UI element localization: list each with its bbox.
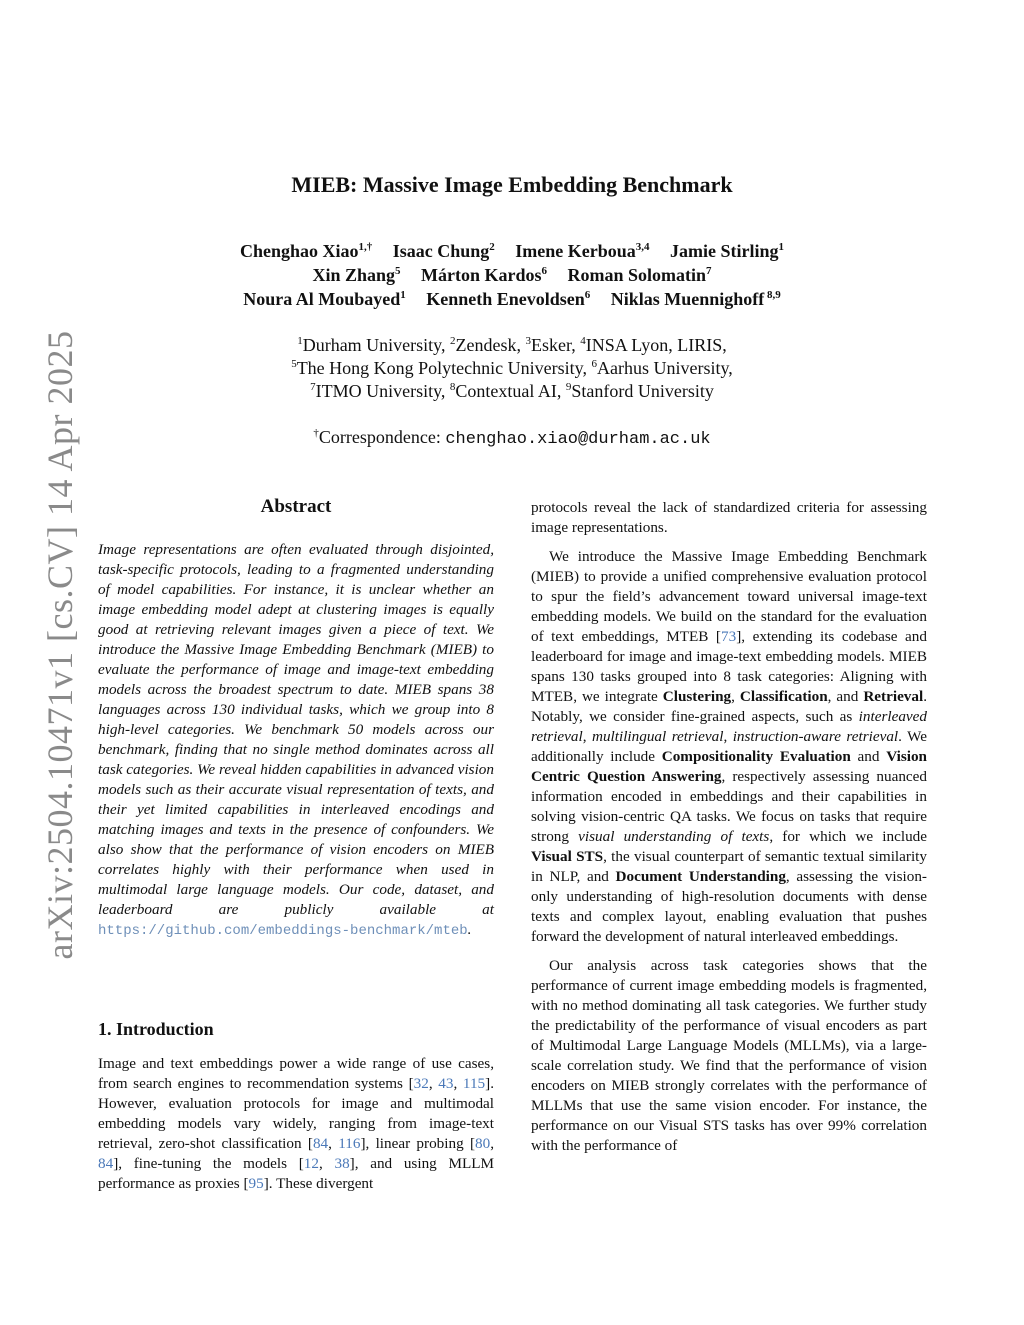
author: Roman Solomatin$^7$ xyxy=(567,265,712,285)
correspondence-email[interactable]: chenghao.xiao@durham.ac.uk xyxy=(445,430,711,449)
citation-link[interactable]: 12 xyxy=(303,1155,319,1172)
paragraph: Our analysis across task categories shows that the performance of current image embedding models is fragmented, with no method dominating all task categories. We further study the predictability of the performance of visual encoders as part of Multimodal Large Language Models (MLLMs), via a large-scale correlation study. We find that the performance of vision encoders on MIEB strongly correlates with the performance of MLLMs that use the same vision encoder. For instance, the performance on our Visual STS tasks has over 99% correlation with the performance of xyxy=(531,957,927,1154)
citation-link[interactable]: 38 xyxy=(334,1155,350,1172)
author: Noura Al Moubayed$^1$ xyxy=(243,289,406,309)
author: Isaac Chung$^2$ xyxy=(392,241,495,261)
author: Jamie Stirling$^1$ xyxy=(670,241,785,261)
author: Chenghao Xiao$^{1,\dagger}$ xyxy=(239,241,373,261)
citation-link[interactable]: 95 xyxy=(248,1175,264,1192)
author: Márton Kardos$^6$ xyxy=(421,265,548,285)
arxiv-identifier: arXiv:2504.10471v1 [cs.CV] 14 Apr 2025 xyxy=(40,330,80,960)
citation-link[interactable]: 73 xyxy=(721,628,737,645)
introduction-heading: 1. Introduction xyxy=(98,1019,214,1039)
abstract-heading: Abstract xyxy=(260,496,332,517)
citation-link[interactable]: 32 xyxy=(413,1075,429,1092)
paragraph: protocols reveal the lack of standardized criteria for assessing image representations. xyxy=(531,499,927,536)
citation-link[interactable]: 84 xyxy=(98,1155,114,1172)
citation-link[interactable]: 43 xyxy=(438,1075,454,1092)
right-column xyxy=(531,498,927,1156)
citation-link[interactable]: 116 xyxy=(338,1135,361,1152)
author: Kenneth Enevoldsen$^6$ xyxy=(426,289,591,309)
paper-title: MIEB: Massive Image Embedding Benchmark xyxy=(291,172,733,197)
author: Xin Zhang$^5$ xyxy=(312,265,401,285)
paragraph: We introduce the Massive Image Embedding Benchmark (MIEB) to provide a unified comprehensive evaluation protocol to spur the field’s advancement toward universal image-text embedding models. We build on the standard for the evaluation of text embeddings, MTEB [73], extending its codebase and leaderboard for image and image-text embedding models. MIEB spans 130 tasks grouped into 8 task categories: Aligning with MTEB, we integrate Clustering, Classification, and Retrieval. Notably, we consider fine-grained aspects, such as interleaved retrieval, multilingual retrieval, instruction-aware retrieval. We additionally include Compositionality Evaluation and Vision Centric Question Answering, respectively assessing nuanced information encoded in embeddings and their capabilities in solving vision-centric QA tasks. We focus on tasks that require strong visual understanding of texts, for which we include Visual STS, the visual counterpart of semantic textual similarity in NLP, and Document Understanding, assessing the vision-only understanding of high-resolution documents with dense texts and complex layout, enabling evaluation that pushes forward the development of natural interleaved embeddings. xyxy=(531,548,928,945)
citation-link[interactable]: 84 xyxy=(312,1135,329,1152)
citation-link[interactable]: 115 xyxy=(462,1075,486,1092)
citation-link[interactable]: 80 xyxy=(475,1135,491,1152)
introduction-body: Image and text embeddings power a wide range of use cases, from search engines to recommendation systems [32, 43, 115]. However, evaluation protocols for image and multimodal embedding models vary widely, ranging from image-text retrieval, zero-shot classification [84, 116], linear probing [80, 84], fine-tuning the models [12, 38], and using MLLM performance as proxies [95]. These divergent xyxy=(98,1055,495,1192)
code-link[interactable]: https://github.com/embeddings-benchmark/mteb xyxy=(98,923,468,939)
correspondence: †Correspondence: chenghao.xiao@durham.ac.uk xyxy=(313,427,711,449)
abstract-body: Image representations are often evaluated through disjointed, task-specific protocols, leading to a fragmented understanding of model capabilities. For instance, it is unclear whether an image embedding model adept at clustering images is equally good at retrieving relevant images given a piece of text. We introduce the Massive Image Embedding Benchmark (MIEB) to evaluate the performance of image and image-text embedding models across the broadest spectrum to date. MIEB spans 38 languages across 130 individual tasks, which we group into 8 high-level categories. We benchmark 50 models across our benchmark, finding that no single method dominates across all task categories. We reveal hidden capabilities in advanced vision models such as their accurate visual representation of texts, and their yet limited capabilities in interleaved encodings and matching images and texts in the presence of confounders. We also show that the performance of vision encoders on MIEB correlates highly with their performance when used in multimodal large language models. Our code, dataset, and leaderboard are publicly available at https://github.com/embeddings-benchmark/mteb. xyxy=(98,541,494,939)
affiliations: $^1$Durham University, $^2$Zendesk, $^3$Esker, $^4$INSA Lyon, LIRIS, $^5$The Hong Kong Polytechnic University, $^6$Aarhus University, $^7$ITMO University, $^8$Contextual AI, $^9$Stanford University xyxy=(291,335,733,401)
author-list xyxy=(0,239,1024,311)
author: Niklas Muennighoff $^{8,9}$ xyxy=(610,289,781,309)
author: Imene Kerboua$^{3,4}$ xyxy=(515,241,650,261)
